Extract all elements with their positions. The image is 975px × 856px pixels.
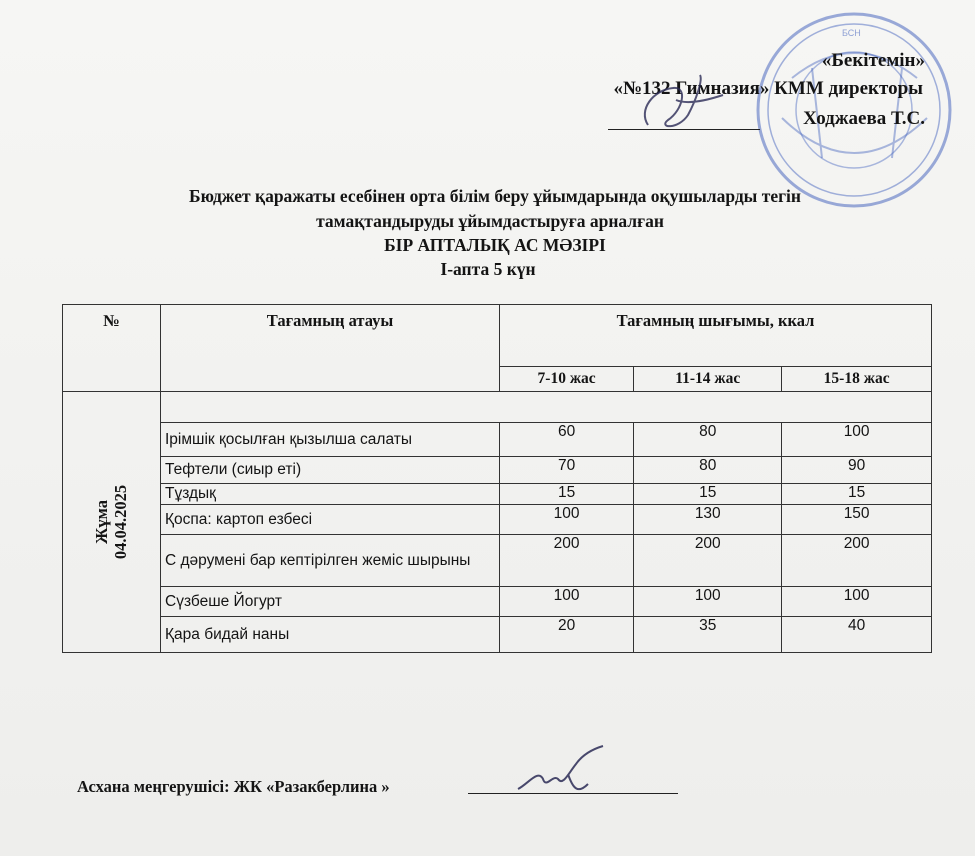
dish-name: С дәрумені бар кептірілген жеміс шырыны xyxy=(161,535,500,587)
header-age-15-18: 15-18 жас xyxy=(782,367,932,392)
director-signature xyxy=(628,70,738,145)
kcal-15-18: 90 xyxy=(782,457,932,484)
kcal-11-14: 80 xyxy=(634,423,782,457)
day-cell xyxy=(63,392,161,653)
header-age-11-14: 11-14 жас xyxy=(634,367,782,392)
kcal-7-10: 20 xyxy=(500,617,634,653)
kcal-15-18: 40 xyxy=(782,617,932,653)
header-kcal: Тағамның шығымы, ккал xyxy=(500,305,932,367)
kcal-7-10: 100 xyxy=(500,505,634,535)
table-row xyxy=(63,392,932,423)
table-row xyxy=(63,484,932,505)
kcal-11-14: 200 xyxy=(634,535,782,587)
blank-cell xyxy=(161,392,932,423)
dish-name: Ірімшік қосылған қызылша салаты xyxy=(161,423,500,457)
kcal-11-14: 15 xyxy=(634,484,782,505)
menu-table xyxy=(62,304,932,653)
kcal-7-10: 100 xyxy=(500,587,634,617)
canteen-manager-label: Асхана меңгерушісі: ЖК «Разакберлина » xyxy=(77,777,390,796)
kcal-15-18: 15 xyxy=(782,484,932,505)
dish-name: Тұздық xyxy=(161,484,500,505)
header-number: № xyxy=(63,305,161,392)
kcal-11-14: 100 xyxy=(634,587,782,617)
header-dish-name: Тағамның атауы xyxy=(161,305,500,392)
header-age-7-10: 7-10 жас xyxy=(500,367,634,392)
approval-organization: «№132 Гимназия» КММ директоры xyxy=(613,78,923,99)
dish-name: Тефтели (сиыр еті) xyxy=(161,457,500,484)
approval-label: «Бекітемін» xyxy=(821,50,925,71)
table-row xyxy=(63,423,932,457)
kcal-15-18: 100 xyxy=(782,587,932,617)
kcal-11-14: 80 xyxy=(634,457,782,484)
dish-name: Сүзбеше Йогурт xyxy=(161,587,500,617)
table-row xyxy=(63,587,932,617)
director-name: Ходжаева Т.С. xyxy=(803,108,925,129)
day-label xyxy=(93,484,131,558)
kcal-15-18: 100 xyxy=(782,423,932,457)
table-header-row xyxy=(63,305,932,367)
day-weekday: Жұма xyxy=(92,499,112,544)
kcal-15-18: 150 xyxy=(782,505,932,535)
title-line-2: тамақтандыруды ұйымдастыруға арналған xyxy=(316,211,664,231)
dish-name: Қара бидай наны xyxy=(161,617,500,653)
kcal-7-10: 70 xyxy=(500,457,634,484)
manager-signature xyxy=(508,744,618,804)
table-row xyxy=(63,457,932,484)
table-row xyxy=(63,617,932,653)
kcal-7-10: 200 xyxy=(500,535,634,587)
stamp-text: БСН xyxy=(842,28,861,38)
day-date: 04.04.2025 xyxy=(111,484,131,559)
table-row xyxy=(63,535,932,587)
table-row xyxy=(63,505,932,535)
kcal-7-10: 60 xyxy=(500,423,634,457)
dish-name: Қоспа: картоп езбесі xyxy=(161,505,500,535)
title-line-1: Бюджет қаражаты есебінен орта білім беру ұйымдарында оқушыларды тегін xyxy=(189,186,801,206)
kcal-15-18: 200 xyxy=(782,535,932,587)
title-week-day: І-апта 5 күн xyxy=(440,259,536,279)
kcal-11-14: 35 xyxy=(634,617,782,653)
kcal-11-14: 130 xyxy=(634,505,782,535)
title-menu-heading: БІР АПТАЛЫҚ АС МӘЗІРІ xyxy=(384,235,606,255)
kcal-7-10: 15 xyxy=(500,484,634,505)
